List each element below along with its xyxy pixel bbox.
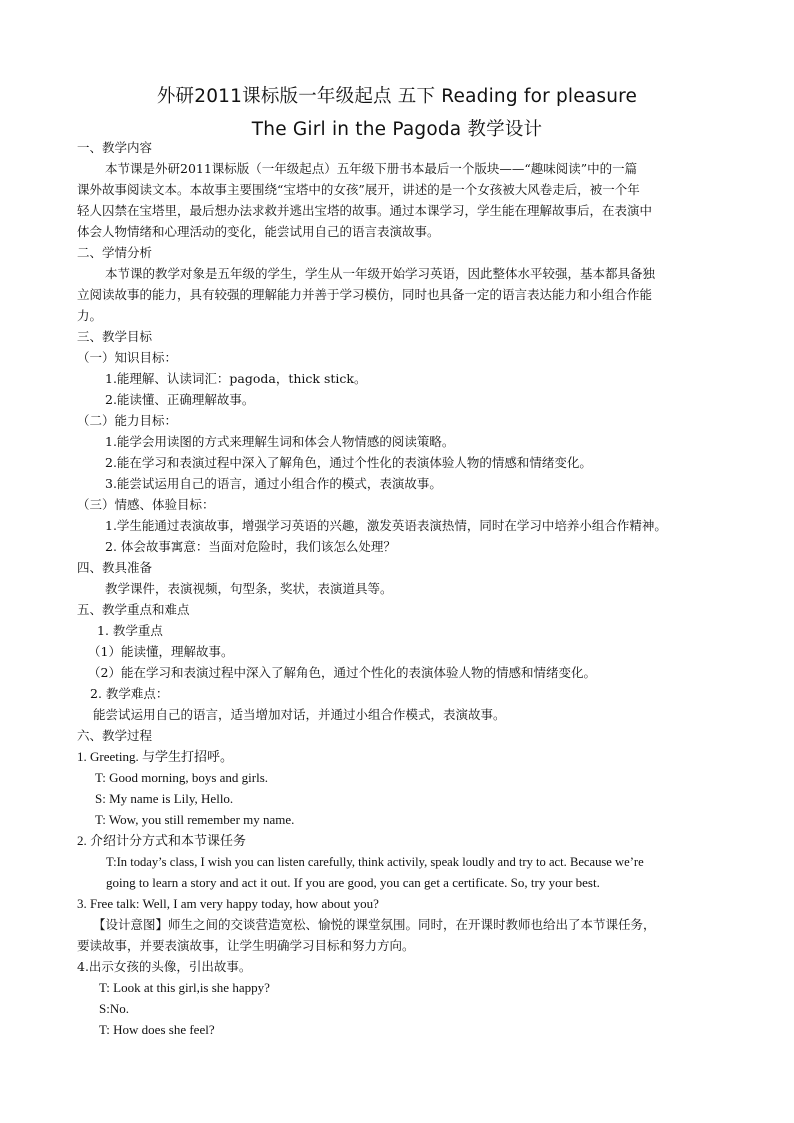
step-heading: 3. Free talk: Well, I am very happy today, how about you? [77,896,379,911]
paragraph-line: 轻人囚禁在宝塔里，最后想办法求救并逃出宝塔的故事。通过本课学习，学生能在理解故事后，在表演中 [77,203,653,218]
paragraph-line: 本节课的教学对象是五年级的学生，学生从一年级开始学习英语，因此整体水平较强，基本都具备独 [105,266,656,281]
document-title-line-1: 外研2011课标版一年级起点 五下 Reading for pleasure [156,86,638,107]
paragraph-line: 体会人物情绪和心理活动的变化，能尝试用自己的语言表演故事。 [77,224,440,239]
subsection-heading: 2. 教学难点： [90,686,169,701]
section-heading-objectives: 三、教学目标 [77,329,153,344]
document-title-line-2: The Girl in the Pagoda 教学设计 [251,119,543,140]
dialogue-line: T: Good morning, boys and girls. [95,770,269,785]
list-item: （2）能在学习和表演过程中深入了解角色，通过个性化的表演体验人物的情感和情绪变化。 [88,665,596,680]
paragraph-line: 立阅读故事的能力，具有较强的理解能力并善于学习模仿，同时也具备一定的语言表达能力和小组合作能 [77,287,653,302]
list-item: 2.能在学习和表演过程中深入了解角色，通过个性化的表演体验人物的情感和情绪变化。 [105,455,592,470]
paragraph-line: 教学课件，表演视频，句型条，奖状，表演道具等。 [105,581,393,596]
dialogue-line: S:No. [99,1001,129,1016]
paragraph-line: 力。 [77,308,103,323]
section-heading-materials: 四、教具准备 [77,560,153,575]
subsection-heading: （一）知识目标： [77,350,178,365]
list-item: 3.能尝试运用自己的语言，通过小组合作的模式，表演故事。 [105,476,442,491]
paragraph-line: 课外故事阅读文本。本故事主要围绕“宝塔中的女孩”展开，讲述的是一个女孩被大风卷走后，被一个年 [77,182,640,197]
list-item: 1.能学会用读图的方式来理解生词和体会人物情感的阅读策略。 [105,434,455,449]
list-item: 2.能读懂、正确理解故事。 [105,392,255,407]
dialogue-line: T: How does she feel? [99,1022,215,1037]
dialogue-line: T: Wow, you still remember my name. [95,812,295,827]
dialogue-line: S: My name is Lily, Hello. [95,791,234,806]
dialogue-line: T:In today’s class, I wish you can listen carefully, think activily, speak loudly and try to act. Because we’re [106,855,644,869]
subsection-heading: （三）情感、体验目标： [77,497,215,512]
design-intent-line: 【设计意图】师生之间的交谈营造宽松、愉悦的课堂氛围。同时，在开课时教师也给出了本节课任务， [93,917,656,932]
step-heading: 2. 介绍计分方式和本节课任务 [77,833,247,848]
list-item: 2. 体会故事寓意：当面对危险时，我们该怎么处理？ [105,539,396,554]
list-item: 1.学生能通过表演故事，增强学习英语的兴趣，激发英语表演热情，同时在学习中培养小组合作精神。 [105,518,667,533]
section-heading-students: 二、学情分析 [77,245,153,260]
dialogue-line: going to learn a story and act it out. If you are good, you can get a certificate. So, try your best. [106,875,600,890]
dialogue-line: T: Look at this girl,is she happy? [99,980,270,995]
section-heading-key-points: 五、教学重点和难点 [77,602,190,617]
design-intent-line: 要读故事，并要表演故事，让学生明确学习目标和努力方向。 [77,938,415,953]
paragraph-line: 能尝试运用自己的语言，适当增加对话，并通过小组合作模式，表演故事。 [93,707,506,722]
section-heading-process: 六、教学过程 [77,728,153,743]
list-item: （1）能读懂，理解故事。 [88,644,234,659]
step-heading: 1. Greeting. 与学生打招呼。 [77,749,233,764]
step-heading: 4.出示女孩的头像，引出故事。 [77,959,252,974]
list-item: 1.能理解、认读词汇：pagoda，thick stick。 [105,371,367,386]
paragraph-line: 本节课是外研2011课标版（一年级起点）五年级下册书本最后一个版块——“趣味阅读”中的一篇 [105,161,638,176]
subsection-heading: 1. 教学重点 [97,623,163,638]
section-heading-content: 一、教学内容 [77,140,153,155]
subsection-heading: （二）能力目标： [77,413,178,428]
